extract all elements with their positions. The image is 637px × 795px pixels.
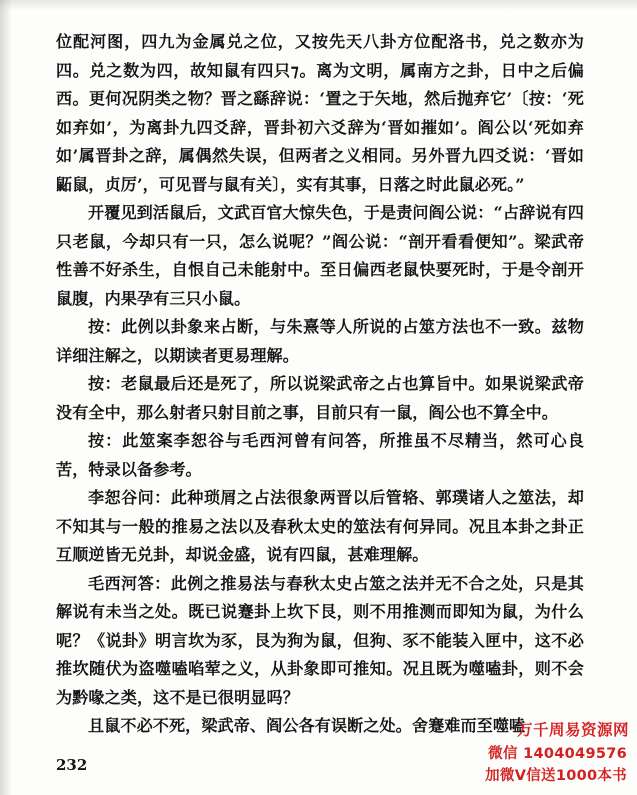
page-number: 232 [56,756,88,774]
page-edge-shadow-left [0,0,12,795]
page-edge-shadow-top [0,0,637,10]
watermark-wechat: 微信 1404049576 [488,746,627,762]
watermark-promo: 加微V信送1000本书 [485,768,627,784]
paragraph: 位配河图，四九为金属兑之位，又按先天八卦方位配洛书，兑之数亦为四。兑之数为四，故知鼠有四只⁊。离为文明，属南方之卦，日中之后偏西。更何况阴类之物？晋之繇辞说：‘置之于矢地，然后抛弃它’〔按：‘死如弃如’，为离卦九四爻辞，晋卦初六爻辞为‘晋如摧如’。阎公以‘死如弃如’属晋卦之辞，属偶然失误，但两者之义相同。另外晋九四爻说：‘晋如鼫鼠，贞厉’，可见晋与鼠有关〕，实有其事，日落之时此鼠必死。” [56,32,584,194]
paragraph: 毛西河答：此例之推易法与春秋太史占筮之法并无不合之处，只是其解说有未当之处。既已说蹇卦上坎下艮，则不用推测而即知为鼠，为什么呢？《说卦》明言坎为豕，艮为狗为鼠，但狗、豕不能装入匣中，这不必推坎随伏为盗噬嗑啗荤之义，从卦象即可推知。况且既为噬嗑卦，则不会为黔喙之类，这不是已很明显吗？ [56,573,584,707]
paragraph: 按：此例以卦象来占断，与朱熹等人所说的占筮方法也不一致。兹物详细注解之，以期读者更易理解。 [56,317,584,365]
body-text-column [56,28,584,741]
paragraph: 开覆见到活鼠后，文武百官大惊失色，于是责问阎公说：“占辞说有四只老鼠，今却只有一只，怎么说呢？”阎公说：“剖开看看便知”。梁武帝性善不好杀生，自恨自己未能射中。至日偏西老鼠快要死时，于是令剖开鼠腹，内果孕有三只小鼠。 [56,203,584,308]
paragraph: 李恕谷问：此种琐屑之占法很象两晋以后管辂、郭璞诸人之筮法，却不知其与一般的推易之法以及春秋太史的筮法有何异同。况且本卦之卦正互顺逆皆无兑卦，却说金盛，说有四鼠，甚难理解。 [56,488,584,564]
paragraph: 按：此筮案李恕谷与毛西河曾有问答，所推虽不尽精当，然可心良苦，特录以备参考。 [56,431,584,479]
paragraph: 按：老鼠最后还是死了，所以说梁武帝之占也算旨中。如果说梁武帝没有全中，那么射者只射目前之事，目前只有一鼠，阎公也不算全中。 [56,374,584,422]
watermark-site-name: 万千周易资源网 [516,721,629,739]
paragraph: 且鼠不必不死，梁武帝、阎公各有误断之处。舍蹇难而至噬嗑 [88,716,526,735]
